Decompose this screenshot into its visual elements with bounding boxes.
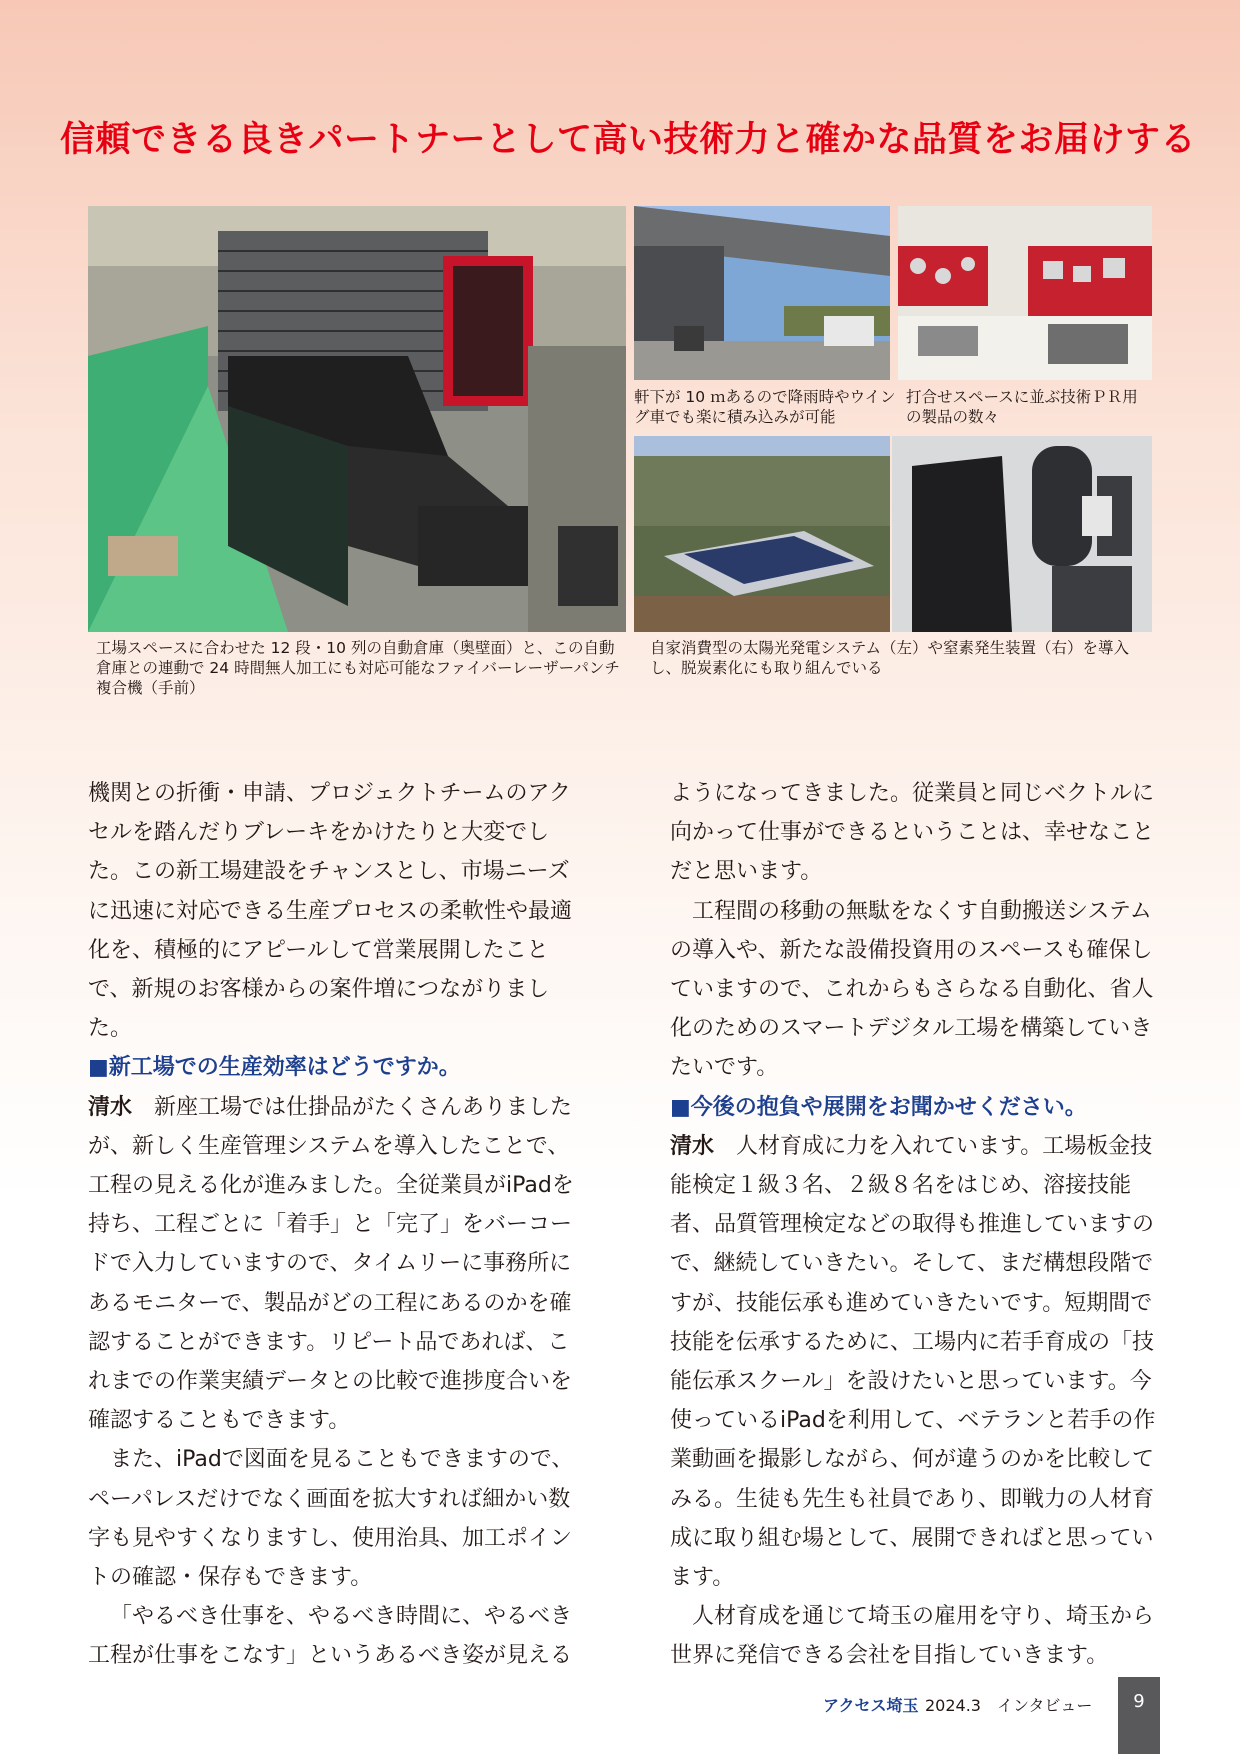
issue-section-label: 2024.3 インタビュー — [925, 1696, 1093, 1715]
question-heading: ■新工場での生産効率はどうですか。 — [88, 1055, 461, 1081]
caption-solar: 自家消費型の太陽光発電システム（左）や窒素発生装置（右）を導入し、脱炭素化にも取り組んでいる — [650, 639, 1129, 677]
speaker-name: 清水 — [670, 1133, 715, 1159]
answer-text: 人材育成に力を入れています。工場板金技能検定１級３名、２級８名をはじめ、溶接技能者、品質管理検定などの取得も推進していますので、継続していきたい。そして、まだ構想段階ですが、技能伝承も進めていきたいです。短期間で技能を伝承するために、工場内に若手育成の「技能伝承スクール」を設けたいと思っています。今使っているiPadを利用して、ベテランと若手の作業動画を撮影しながら、何が違うのかを比較してみる。生徒も先生も社員であり、即戦力の人材育成に取り組む場として、展開できればと思っています。 — [670, 1133, 1156, 1591]
answer-text: 新座工場では仕掛品がたくさんありましたが、新しく生産管理システムを導入したことで、工程の見える化が進みました。全従業員がiPadを持ち、工程ごとに「着手」と「完了」をバーコードで入力していますので、タイムリーに事務所にあるモニターで、製品がどの工程にあるのかを確認することができます。リピート品であれば、これまでの作業実績データとの比較で進捗度合いを確認することもできます。 — [88, 1094, 574, 1434]
right-column — [670, 774, 1160, 1676]
caption-eaves: 軒下が 10 ｍあるので降雨時やウイング車でも楽に積み込みが可能 — [634, 388, 896, 426]
showcase-photo — [898, 206, 1152, 380]
answer-paragraph — [670, 1127, 1160, 1597]
paragraph: 工程間の移動の無駄をなくす自動搬送システムの導入や、新たな設備投資用のスペースも確保していますので、これからもさらなる自動化、省人化のためのスマートデジタル工場を構築していきたいです。 — [670, 898, 1154, 1081]
paragraph: ようになってきました。従業員と同じベクトルに向かって仕事ができるということは、幸せなことだと思います。 — [670, 781, 1155, 885]
loading-eaves-photo — [634, 206, 890, 380]
page-headline: 信頼できる良きパートナーとして高い技術力と確かな品質をお届けする — [60, 120, 1197, 160]
caption-factory: 工場スペースに合わせた 12 段・10 列の自動倉庫（奥壁面）と、この自動倉庫との連動で 24 時間無人加工にも対応可能なファイバーレーザーパンチ複合機（手前） — [96, 639, 620, 697]
paragraph: 「やるべき仕事を、やるべき時間に、やるべき工程が仕事をこなす」というあるべき姿が見える — [88, 1604, 573, 1669]
magazine-brand: アクセス埼玉 — [823, 1696, 919, 1715]
paragraph: 人材育成を通じて埼玉の雇用を守り、埼玉から世界に発信できる会社を目指していきます。 — [670, 1604, 1155, 1669]
answer-paragraph — [88, 1088, 578, 1441]
solar-aerial-photo — [634, 436, 890, 632]
nitrogen-generator-photo — [892, 436, 1152, 632]
page-number: 9 — [1118, 1677, 1160, 1754]
paragraph: 機関との折衝・申請、プロジェクトチームのアクセルを踏んだりブレーキをかけたりと大変でした。この新工場建設をチャンスとし、市場ニーズに迅速に対応できる生産プロセスの柔軟性や最適化を、積極的にアピールして営業展開したことで、新規のお客様からの案件増につながりました。 — [88, 781, 573, 1042]
factory-floor-photo — [88, 206, 626, 632]
paragraph: また、iPadで図面を見ることもできますので、ペーパレスだけでなく画面を拡大すれば細かい数字も見やすくなりますし、使用治具、加工ポイントの確認・保存もできます。 — [88, 1447, 574, 1591]
speaker-name: 清水 — [88, 1094, 133, 1120]
caption-showcase: 打合せスペースに並ぶ技術ＰＲ用の製品の数々 — [906, 388, 1138, 426]
left-column — [88, 774, 578, 1676]
question-heading: ■今後の抱負や展開をお聞かせください。 — [670, 1094, 1087, 1120]
